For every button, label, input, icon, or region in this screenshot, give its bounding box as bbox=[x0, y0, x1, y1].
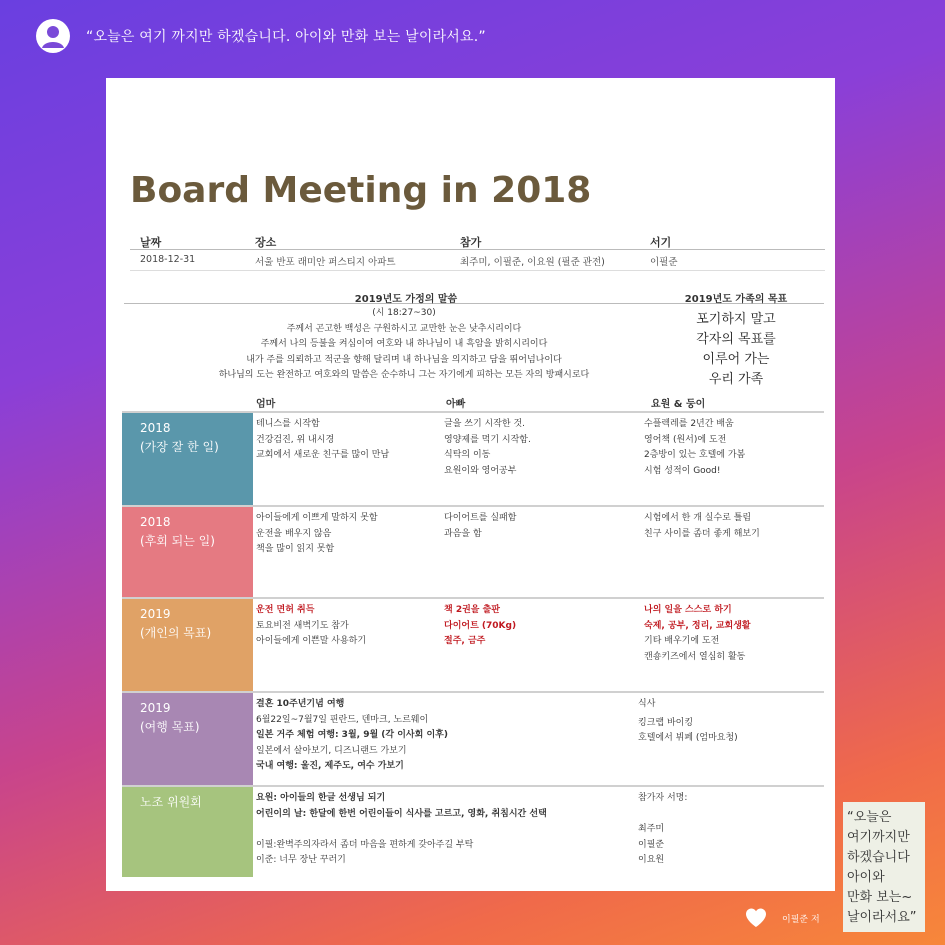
cell-line bbox=[256, 822, 641, 838]
verse-text bbox=[124, 306, 684, 384]
cell-line-highlight: 운전 면허 취득 bbox=[256, 605, 315, 615]
table-row bbox=[122, 597, 824, 691]
cell-line: 결혼 10주년기념 여행 bbox=[256, 699, 345, 709]
meta-secretary: 이필준 bbox=[650, 257, 678, 268]
cell-line: 2층방이 있는 호텔에 가봄 bbox=[644, 450, 746, 460]
row-label-title: (후회 되는 일) bbox=[140, 534, 215, 548]
page-title: Board Meeting in 2018 bbox=[130, 170, 592, 211]
signers-label: 참가자 서명: bbox=[638, 793, 688, 803]
meta-attendees: 최주미, 이필준, 이요원 (필준 관전) bbox=[460, 257, 605, 268]
cell-trip bbox=[256, 697, 641, 775]
row-label-title: (여행 목표) bbox=[140, 720, 200, 734]
col-head-dad: 아빠 bbox=[446, 399, 466, 410]
cell-line: 다이어트를 실패함 bbox=[444, 513, 517, 523]
cell-line: 아이들에게 이쁜말 사용하기 bbox=[256, 636, 367, 646]
meta-header-attendees: 참가 bbox=[460, 236, 482, 249]
cell-line: 토요비전 새벽기도 참가 bbox=[256, 620, 349, 631]
table-row bbox=[122, 691, 824, 785]
cell-dad bbox=[444, 511, 639, 542]
cell-line: 영양제를 먹기 시작함. bbox=[444, 434, 531, 445]
cell-line: 호텔에서 뷔페 (엄마요청) bbox=[638, 733, 738, 743]
cell-line: 식탁의 이동 bbox=[444, 450, 491, 460]
col-head-kids: 요원 & 둥이 bbox=[651, 399, 706, 410]
cell-line-highlight: 다이어트 (70Kg) bbox=[444, 620, 517, 631]
book-title-line: 만화 보는~ bbox=[847, 890, 913, 905]
cell-line: 킹크랩 바이킹 bbox=[638, 717, 694, 728]
cell-line: 운전을 배우지 않음 bbox=[256, 528, 332, 539]
cell-line: 기타 배우기에 도전 bbox=[644, 636, 720, 646]
signer-name: 이요원 bbox=[638, 855, 665, 865]
goal-title: 2019년도 가족의 목표 bbox=[684, 294, 788, 305]
row-label bbox=[122, 693, 253, 785]
goal-table bbox=[122, 411, 824, 877]
cell-line: 책을 많이 읽지 못함 bbox=[256, 544, 335, 554]
cell-line: 어린이의 날: 한달에 한번 어린이들이 식사를 고르고, 영화, 취침시간 선택 bbox=[256, 808, 547, 819]
book-title-line: 하겠습니다 bbox=[847, 850, 910, 865]
meta-header-secretary: 서기 bbox=[650, 236, 672, 249]
goal-line: 각자의 목표를 bbox=[696, 332, 776, 347]
row-label-title: 노조 위원회 bbox=[140, 795, 202, 809]
row-label-year: 2018 bbox=[140, 421, 171, 435]
book-title-line: 여기까지만 bbox=[847, 830, 910, 845]
cell-line: 일본에서 살아보기, 디즈니랜드 가보기 bbox=[256, 745, 407, 756]
cell-line: 국내 여행: 울진, 제주도, 여수 가보기 bbox=[256, 761, 404, 771]
cell-line: 시험에서 한 개 실수로 틀림 bbox=[644, 513, 752, 523]
cell-union bbox=[256, 791, 641, 869]
book-title bbox=[847, 808, 921, 928]
post-footer bbox=[744, 906, 820, 930]
cell-line: 식사 bbox=[638, 699, 656, 709]
col-head-mom: 엄마 bbox=[256, 399, 276, 410]
book-title-line: 아이와 bbox=[847, 870, 885, 885]
cell-mom bbox=[256, 511, 441, 558]
row-label bbox=[122, 599, 253, 691]
cell-line: 과음을 함 bbox=[444, 528, 482, 539]
spacer bbox=[638, 807, 816, 823]
meta-header-date: 날짜 bbox=[140, 236, 162, 249]
cell-line-highlight: 책 2권을 출판 bbox=[444, 605, 500, 615]
verse-title: 2019년도 가정의 말씀 bbox=[354, 294, 458, 305]
column-headers bbox=[106, 395, 835, 409]
row-label-year: 2019 bbox=[140, 607, 171, 621]
cell-line: 요원: 아이들의 한글 선생님 되기 bbox=[256, 793, 386, 803]
cell-kids bbox=[644, 603, 822, 665]
cell-line: 영어책 (원서)에 도전 bbox=[644, 434, 727, 445]
cell-kids bbox=[644, 417, 822, 479]
cell-dad bbox=[444, 417, 639, 479]
cell-line: 이필:완벽주의자라서 좀더 마음을 편하게 갖아주길 부탁 bbox=[256, 839, 474, 850]
cell-line-highlight: 절주, 금주 bbox=[444, 636, 486, 646]
table-row bbox=[122, 411, 824, 505]
cell-line: 요원이와 영어공부 bbox=[444, 465, 517, 476]
cell-line: 친구 사이를 좀더 좋게 해보기 bbox=[644, 528, 760, 539]
verse-line: 주께서 곤고한 백성은 구원하시고 교만한 눈은 낮추시리이다 bbox=[286, 323, 522, 334]
cell-mom bbox=[256, 603, 441, 650]
cell-line-highlight: 나의 일을 스스로 하기 bbox=[644, 605, 732, 615]
table-row bbox=[122, 505, 824, 597]
row-label-year: 2019 bbox=[140, 701, 171, 715]
post-header bbox=[36, 18, 486, 54]
heart-icon[interactable] bbox=[744, 906, 768, 930]
row-label bbox=[122, 413, 253, 505]
row-label-title: (개인의 목표) bbox=[140, 626, 212, 640]
cell-line: 교회에서 새로운 친구를 많이 만남 bbox=[256, 450, 390, 460]
cell-line: 이준: 너무 장난 꾸러기 bbox=[256, 855, 346, 865]
row-label-title: (가장 잘 한 일) bbox=[140, 440, 219, 454]
goal-line: 이루어 가는 bbox=[702, 352, 770, 367]
book-cover[interactable] bbox=[843, 802, 925, 932]
author-credit: 이필준 저 bbox=[782, 914, 820, 925]
cell-kids bbox=[638, 697, 816, 747]
cell-mom bbox=[256, 417, 441, 464]
row-label bbox=[122, 787, 253, 877]
meta-value-row bbox=[130, 254, 825, 271]
verse-line: (시 18:27~30) bbox=[372, 308, 436, 318]
user-icon bbox=[36, 19, 70, 53]
meta-date: 2018-12-31 bbox=[140, 254, 196, 265]
goal-line: 우리 가족 bbox=[708, 372, 764, 387]
row-label-year: 2018 bbox=[140, 515, 171, 529]
verse-line: 하나님의 도는 완전하고 여호와의 말씀은 순수하니 그는 자기에게 피하는 모든 자의 방패시로다 bbox=[218, 370, 590, 380]
cell-line: 일본 거주 체험 여행: 3월, 9월 (각 이사회 이후) bbox=[256, 730, 448, 740]
cell-line: 건강검진, 위 내시경 bbox=[256, 434, 335, 445]
row-label bbox=[122, 507, 253, 597]
cell-line: 캔숑키즈에서 열심히 활동 bbox=[644, 651, 746, 662]
signer-name: 최주미 bbox=[638, 824, 665, 834]
avatar[interactable] bbox=[36, 19, 70, 53]
book-title-line: “오늘은 bbox=[847, 810, 892, 825]
cell-line: 시험 성적이 Good! bbox=[644, 465, 721, 476]
board-meeting-sheet bbox=[106, 78, 835, 891]
goal-text bbox=[651, 310, 821, 390]
cell-signers bbox=[638, 791, 816, 869]
meta-place: 서울 반포 래미안 퍼스티지 아파트 bbox=[255, 257, 396, 268]
verse-line: 내가 주를 의뢰하고 적군을 향해 달리며 내 하나님을 의지하고 담을 뛰어넘나이다 bbox=[246, 354, 562, 365]
goal-line: 포기하지 말고 bbox=[696, 312, 776, 327]
cell-line: 테니스를 시작함 bbox=[256, 419, 320, 429]
cell-dad bbox=[444, 603, 639, 650]
post-quote: “오늘은 여기 까지만 하겠습니다. 아이와 만화 보는 날이라서요.” bbox=[86, 29, 486, 45]
verse-line: 주께서 나의 등불을 켜심이여 여호와 내 하나님이 내 흑암을 밝히시리이다 bbox=[260, 339, 548, 349]
book-title-line: 날이라서요” bbox=[847, 910, 917, 925]
meta-header-place: 장소 bbox=[255, 236, 277, 249]
cell-line: 아이들에게 이쁘게 말하지 못함 bbox=[256, 513, 378, 523]
table-row bbox=[122, 785, 824, 877]
cell-line: 수플렉레를 2년간 배움 bbox=[644, 419, 734, 429]
cell-line: 글을 쓰기 시작한 것. bbox=[444, 419, 525, 429]
signer-name: 이필준 bbox=[638, 839, 665, 850]
meta-header-row bbox=[130, 234, 825, 250]
cell-line-highlight: 숙제, 공부, 정리, 교회생활 bbox=[644, 620, 751, 631]
cell-kids bbox=[644, 511, 822, 542]
cell-line: 6월22일~7월7일 핀란드, 덴마크, 노르웨이 bbox=[256, 714, 429, 725]
